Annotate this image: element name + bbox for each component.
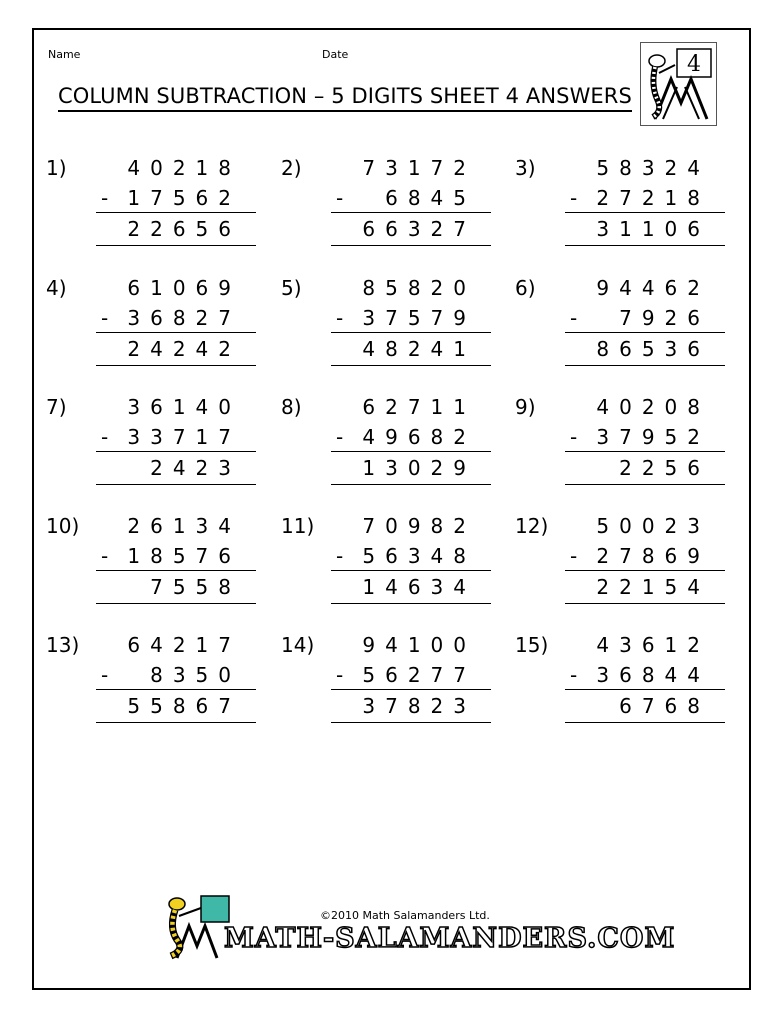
problem-number: 11) xyxy=(281,514,315,538)
minus-sign: - xyxy=(570,425,578,449)
minus-sign: - xyxy=(570,544,578,568)
subtrahend-digits: 36844 xyxy=(596,663,710,687)
sum-line xyxy=(96,332,256,333)
minus-sign: - xyxy=(101,544,109,568)
sum-line xyxy=(565,332,725,333)
subtraction-problem xyxy=(281,276,491,386)
sum-line xyxy=(96,451,256,452)
sum-line xyxy=(96,570,256,571)
answer-digits: 31106 xyxy=(596,217,710,241)
subtraction-problem xyxy=(46,156,256,266)
subtrahend-digits: 27218 xyxy=(596,186,710,210)
minuend-digits: 40208 xyxy=(596,395,710,419)
subtraction-problem xyxy=(46,633,256,743)
minus-sign: - xyxy=(336,425,344,449)
answer-digits: 22154 xyxy=(596,575,710,599)
problem-number: 7) xyxy=(46,395,67,419)
subtrahend-digits: 49682 xyxy=(362,425,476,449)
salamander-badge-icon xyxy=(641,43,716,125)
minus-sign: - xyxy=(101,663,109,687)
answer-digits: 22656 xyxy=(127,217,241,241)
subtraction-problem xyxy=(46,514,256,624)
problem-number: 1) xyxy=(46,156,67,180)
minuend-digits: 94100 xyxy=(362,633,476,657)
minuend-digits: 61069 xyxy=(127,276,241,300)
subtraction-problem xyxy=(281,514,491,624)
answer-underline xyxy=(96,603,256,604)
sum-line xyxy=(565,689,725,690)
problem-number: 8) xyxy=(281,395,302,419)
subtrahend-digits: 56348 xyxy=(362,544,476,568)
minuend-digits: 43612 xyxy=(596,633,710,657)
answer-underline xyxy=(331,603,491,604)
problem-number: 3) xyxy=(515,156,536,180)
answer-digits: 37823 xyxy=(362,694,476,718)
answer-underline xyxy=(331,722,491,723)
minuend-digits: 58324 xyxy=(596,156,710,180)
subtraction-problem xyxy=(515,156,725,266)
problem-number: 13) xyxy=(46,633,80,657)
minus-sign: - xyxy=(101,425,109,449)
minus-sign: - xyxy=(336,306,344,330)
minuend-digits: 62711 xyxy=(362,395,476,419)
answer-underline xyxy=(565,245,725,246)
answer-underline xyxy=(96,245,256,246)
worksheet-title: COLUMN SUBTRACTION – 5 DIGITS SHEET 4 ANSWERS xyxy=(58,83,632,112)
subtrahend-digits: 27869 xyxy=(596,544,710,568)
answer-underline xyxy=(96,365,256,366)
problem-number: 2) xyxy=(281,156,302,180)
subtrahend-digits: 6845 xyxy=(385,186,476,210)
subtrahend-digits: 37952 xyxy=(596,425,710,449)
minuend-digits: 64217 xyxy=(127,633,241,657)
logo-digit: 4 xyxy=(687,52,701,77)
subtraction-problem xyxy=(281,395,491,505)
subtrahend-digits: 56277 xyxy=(362,663,476,687)
problem-number: 12) xyxy=(515,514,549,538)
answer-underline xyxy=(565,722,725,723)
answer-digits: 86536 xyxy=(596,337,710,361)
answer-underline xyxy=(331,484,491,485)
minus-sign: - xyxy=(101,306,109,330)
subtraction-problem xyxy=(515,633,725,743)
answer-digits: 6768 xyxy=(619,694,710,718)
subtrahend-digits: 33717 xyxy=(127,425,241,449)
minuend-digits: 94462 xyxy=(596,276,710,300)
sum-line xyxy=(565,570,725,571)
minuend-digits: 36140 xyxy=(127,395,241,419)
name-label: Name xyxy=(48,48,81,61)
sum-line xyxy=(565,212,725,213)
answer-underline xyxy=(96,722,256,723)
minuend-digits: 26134 xyxy=(127,514,241,538)
sum-line xyxy=(96,212,256,213)
problem-number: 14) xyxy=(281,633,315,657)
answer-digits: 66327 xyxy=(362,217,476,241)
subtrahend-digits: 7926 xyxy=(619,306,710,330)
subtraction-problem xyxy=(515,514,725,624)
sum-line xyxy=(331,332,491,333)
minus-sign: - xyxy=(101,186,109,210)
answer-digits: 24242 xyxy=(127,337,241,361)
subtrahend-digits: 37579 xyxy=(362,306,476,330)
problem-number: 4) xyxy=(46,276,67,300)
sum-line xyxy=(331,212,491,213)
answer-digits: 55867 xyxy=(127,694,241,718)
minus-sign: - xyxy=(336,186,344,210)
sum-line xyxy=(96,689,256,690)
minuend-digits: 50023 xyxy=(596,514,710,538)
answer-digits: 7558 xyxy=(150,575,241,599)
answer-underline xyxy=(565,484,725,485)
sum-line xyxy=(331,570,491,571)
problem-number: 15) xyxy=(515,633,549,657)
salamander-logo xyxy=(640,42,717,126)
answer-underline xyxy=(331,365,491,366)
problem-number: 5) xyxy=(281,276,302,300)
subtraction-problem xyxy=(515,395,725,505)
minuend-digits: 70982 xyxy=(362,514,476,538)
subtrahend-digits: 36827 xyxy=(127,306,241,330)
subtrahend-digits: 8350 xyxy=(150,663,241,687)
subtraction-problem xyxy=(46,276,256,386)
sum-line xyxy=(331,689,491,690)
answer-underline xyxy=(331,245,491,246)
sum-line xyxy=(565,451,725,452)
date-label: Date xyxy=(322,48,349,61)
subtrahend-digits: 18576 xyxy=(127,544,241,568)
minuend-digits: 85820 xyxy=(362,276,476,300)
answer-digits: 13029 xyxy=(362,456,476,480)
copyright-text: ©2010 Math Salamanders Ltd. xyxy=(320,909,490,922)
minus-sign: - xyxy=(570,306,578,330)
subtraction-problem xyxy=(281,633,491,743)
answer-underline xyxy=(565,603,725,604)
problem-number: 6) xyxy=(515,276,536,300)
subtraction-problem xyxy=(281,156,491,266)
answer-digits: 48241 xyxy=(362,337,476,361)
subtrahend-digits: 17562 xyxy=(127,186,241,210)
minus-sign: - xyxy=(570,663,578,687)
answer-digits: 2423 xyxy=(150,456,241,480)
answer-underline xyxy=(96,484,256,485)
minuend-digits: 40218 xyxy=(127,156,241,180)
brand-wordmark: MATH-SALAMANDERS.COM xyxy=(224,923,676,954)
problem-number: 9) xyxy=(515,395,536,419)
problem-number: 10) xyxy=(46,514,80,538)
answer-underline xyxy=(565,365,725,366)
answer-digits: 14634 xyxy=(362,575,476,599)
minus-sign: - xyxy=(336,544,344,568)
subtraction-problem xyxy=(515,276,725,386)
sum-line xyxy=(331,451,491,452)
minus-sign: - xyxy=(336,663,344,687)
minuend-digits: 73172 xyxy=(362,156,476,180)
answer-digits: 2256 xyxy=(619,456,710,480)
subtraction-problem xyxy=(46,395,256,505)
minus-sign: - xyxy=(570,186,578,210)
